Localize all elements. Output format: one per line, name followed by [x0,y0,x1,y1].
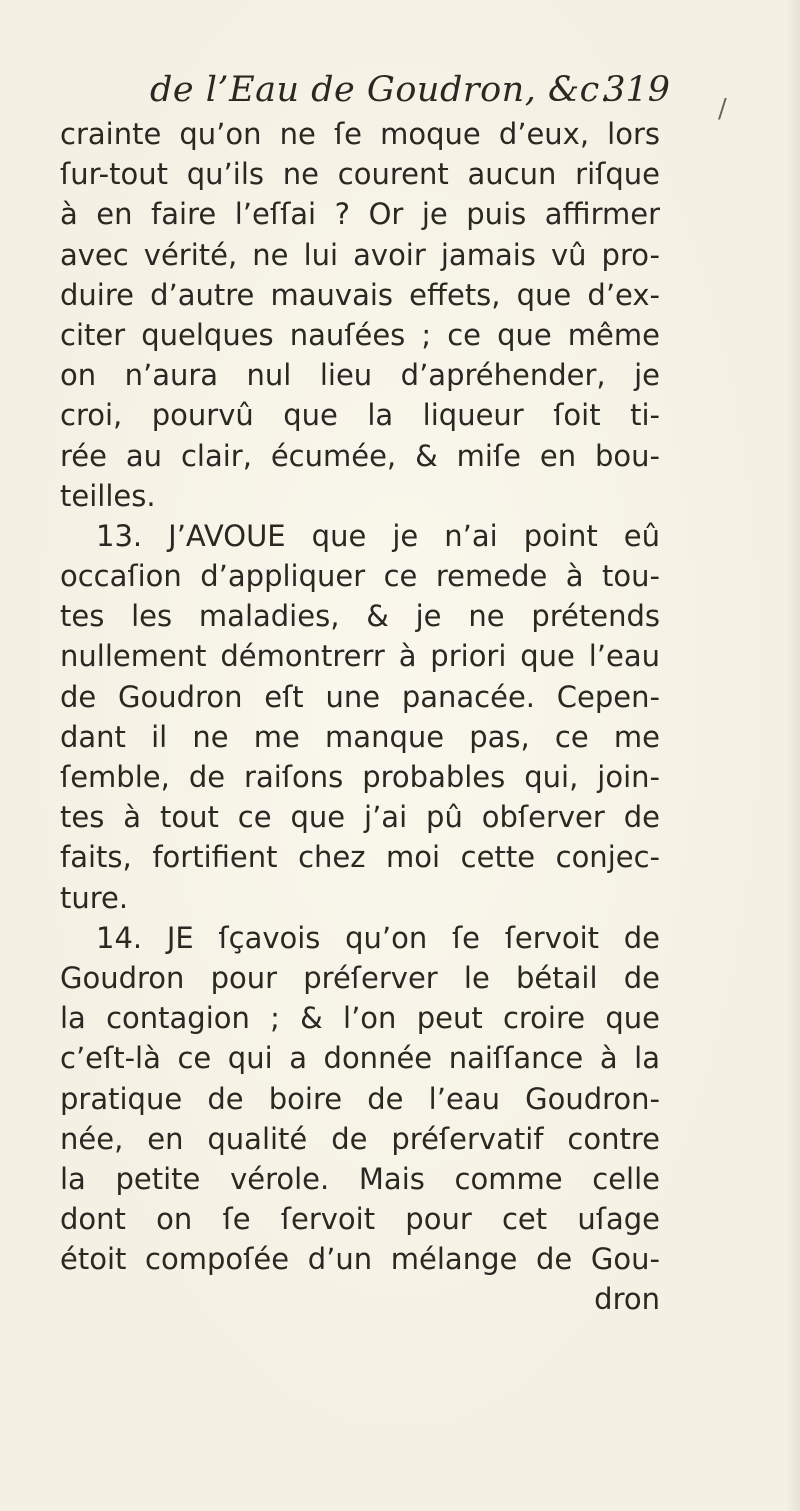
text-line: ſemble, de raiſons probables qui, join- [60,760,660,794]
text-line: avec vérité, ne lui avoir jamais vû pro- [60,237,660,272]
text-line: Goudron pour préſerver le bétail de [60,960,660,995]
text-line: dont on ſe ſervoit pour cet uſage [60,1202,660,1237]
text-line: à en faire l’eſſai ? Or je puis affirmer [60,197,660,232]
paragraph-13-start: 13. J’AVOUE que je n’ai point eû [96,518,660,553]
text-line: tes à tout ce que j’ai pû obſerver de [60,800,660,835]
body-text [60,114,660,1320]
paragraph-14-start: 14. JE ſçavois qu’on ſe ſervoit de [96,920,660,955]
text-line: nullement démontrerr à priori que l’eau [60,639,660,674]
text-line: duire d’autre mauvais effets, que d’ex- [60,277,660,312]
text-line: crainte qu’on ne ſe moque d’eux, lors [60,117,660,151]
text-line: la petite vérole. Mais comme celle [60,1161,660,1196]
text-line: on n’aura nul lieu d’apréhender, je [60,358,660,393]
text-line: rée au clair, écumée, & miſe en bou- [60,438,660,473]
text-line: faits, fortifient chez moi cette conjec- [60,840,660,875]
text-line: ſur-tout qu’ils ne courent aucun riſque [60,157,660,192]
text-line: croi, pourvû que la liqueur ſoit ti- [60,398,660,433]
page-header [150,70,670,118]
paragraph-end-line: teilles. [60,478,156,513]
catchword: dron [594,1282,660,1317]
margin-mark: / [718,94,727,124]
text-line: la contagion ; & l’on peut croire que [60,1001,660,1036]
paragraph-end-line: ture. [60,880,129,915]
text-line: pratique de boire de l’eau Goudron- [60,1081,660,1116]
text-line: née, en qualité de préſervatif contre [60,1121,660,1156]
text-line: dant il ne me manque pas, ce me [60,719,660,754]
text-line: tes les maladies, & je ne prétends [60,599,660,634]
text-line: de Goudron eſt une panacée. Cepen- [60,679,660,714]
text-line: occaſion d’appliquer ce remede à tou- [60,559,660,594]
text-line: étoit compoſée d’un mélange de Gou- [60,1242,660,1277]
running-title: de l’Eau de Goudron, &c. [150,70,612,110]
page-edge-shadow [786,0,800,1511]
text-line: c’eſt-là ce qui a donnée naiſſance à la [60,1041,660,1076]
text-line: citer quelques nauſées ; ce que même [60,317,660,352]
page-number: 319 [603,70,670,110]
